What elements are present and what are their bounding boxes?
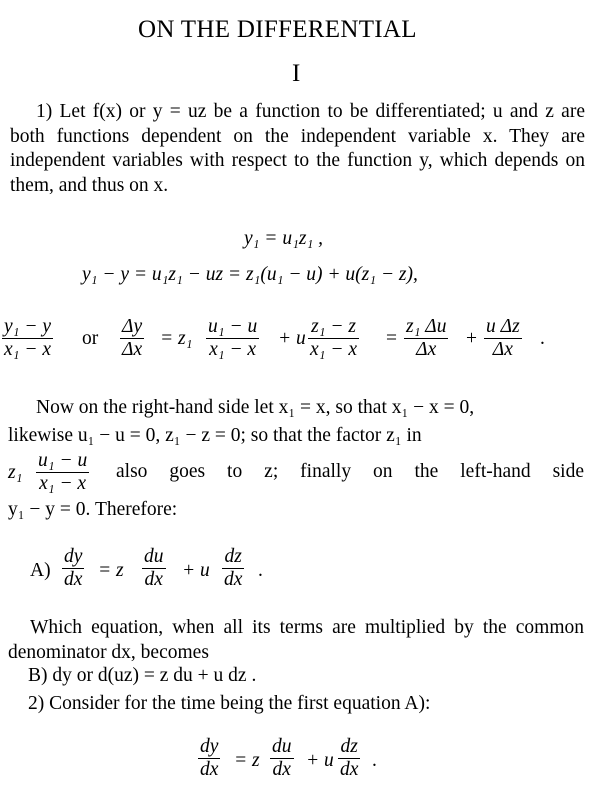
eq3-lhs-numerator: y₁ − y [4, 316, 51, 337]
eq-a-dz-denominator: dx [224, 569, 243, 590]
equation-b: B) dy or d(uz) = z du + u dz . [28, 665, 257, 686]
eq-c-dz-numerator: dz [340, 736, 358, 757]
paragraph-2-line-3: also goes to z; finally on the left-hand side [116, 461, 584, 482]
eq-a-du-denominator: dx [142, 568, 166, 591]
paragraph-2-fraction [36, 450, 89, 495]
eq3-z-denominator: x₁ − x [310, 339, 357, 360]
eq3-delta-numerator: Δy [122, 316, 143, 337]
paragraph-2-line-2: likewise u₁ − u = 0, z₁ − z = 0; so that the factor z₁ in [8, 425, 422, 446]
eq3-udz-denominator: Δx [484, 338, 522, 361]
paragraph-1: 1) Let f(x) or y = uz be a function to be differentiated; u and z are both functions dependent on the independent variable x. They are independent variables with respect to the function y, which depends on them, and thus on x. [10, 101, 585, 196]
paragraph-4: 2) Consider for the time being the first equation A): [28, 693, 431, 714]
eq-a-dy-denominator: dx [64, 569, 83, 590]
eq-a-du-numerator: du [144, 546, 164, 567]
eq3-period: . [540, 328, 545, 349]
eq3-u-fraction [206, 316, 259, 361]
eq-a-du-fraction [142, 546, 166, 591]
eq3-delta-denominator: Δx [122, 339, 143, 360]
eq-c-dy-numerator: dy [200, 736, 219, 757]
paragraph-2-numerator: u₁ − u [38, 450, 88, 471]
page-title: ON THE DIFFERENTIAL [138, 16, 417, 43]
eq-c-plus-u: + u [306, 750, 334, 771]
paragraph-3: Which equation, when all its terms are multiplied by the common denominator dx, becomes [8, 617, 584, 663]
eq3-z-numerator: z₁ − z [311, 316, 356, 337]
eq3-z1du-fraction [404, 316, 448, 361]
eq3-z-fraction [308, 316, 359, 361]
eq-a-dy-fraction [62, 546, 84, 591]
section-numeral: I [292, 60, 301, 87]
eq3-delta-fraction [120, 316, 144, 361]
eq3-or: or [82, 328, 99, 349]
eq3-plus: + [466, 328, 477, 349]
eq-c-du-denominator: dx [270, 758, 294, 781]
eq-c-du-numerator: du [272, 736, 292, 757]
eq3-udz-numerator: u Δz [486, 316, 520, 337]
eq-c-dy-denominator: dx [200, 759, 219, 780]
eq3-equals: = [386, 328, 397, 349]
eq-c-dz-denominator: dx [340, 759, 359, 780]
eq3-equals-z1: = z₁ [160, 328, 193, 349]
eq3-lhs-denominator: x₁ − x [4, 339, 51, 360]
paragraph-2-denominator: x₁ − x [36, 472, 89, 495]
paragraph-2-line-1: Now on the right-hand side let x₁ = x, so that x₁ − x = 0, [36, 397, 475, 418]
eq-a-period: . [258, 560, 263, 581]
eq-c-dz-fraction [338, 736, 360, 781]
equation-1: y₁ = u₁z₁ , [244, 228, 323, 249]
eq-a-label: A) [30, 560, 51, 581]
eq-a-dz-numerator: dz [224, 546, 242, 567]
eq-c-equals-z: = z [234, 750, 260, 771]
eq3-z1du-denominator: Δx [404, 338, 448, 361]
paragraph-2-z1: z₁ [8, 462, 23, 483]
eq-c-period: . [372, 750, 377, 771]
eq-a-dy-numerator: dy [64, 546, 83, 567]
eq-c-dy-fraction [198, 736, 220, 781]
eq-a-dz-fraction [222, 546, 244, 591]
eq3-z1du-numerator: z₁ Δu [406, 316, 447, 337]
eq3-udz-fraction [484, 316, 522, 361]
eq3-u-numerator: u₁ − u [208, 316, 258, 337]
eq-a-equals-z: = z [98, 560, 124, 581]
equation-2: y₁ − y = u₁z₁ − uz = z₁(u₁ − u) + u(z₁ − z), [82, 264, 418, 285]
paragraph-2-line-4: y₁ − y = 0. Therefore: [8, 499, 178, 520]
eq-a-plus-u: + u [182, 560, 210, 581]
eq3-lhs-fraction [2, 316, 53, 361]
eq-c-du-fraction [270, 736, 294, 781]
eq3-u-denominator: x₁ − x [206, 338, 259, 361]
eq3-plus-u: + u [278, 328, 306, 349]
